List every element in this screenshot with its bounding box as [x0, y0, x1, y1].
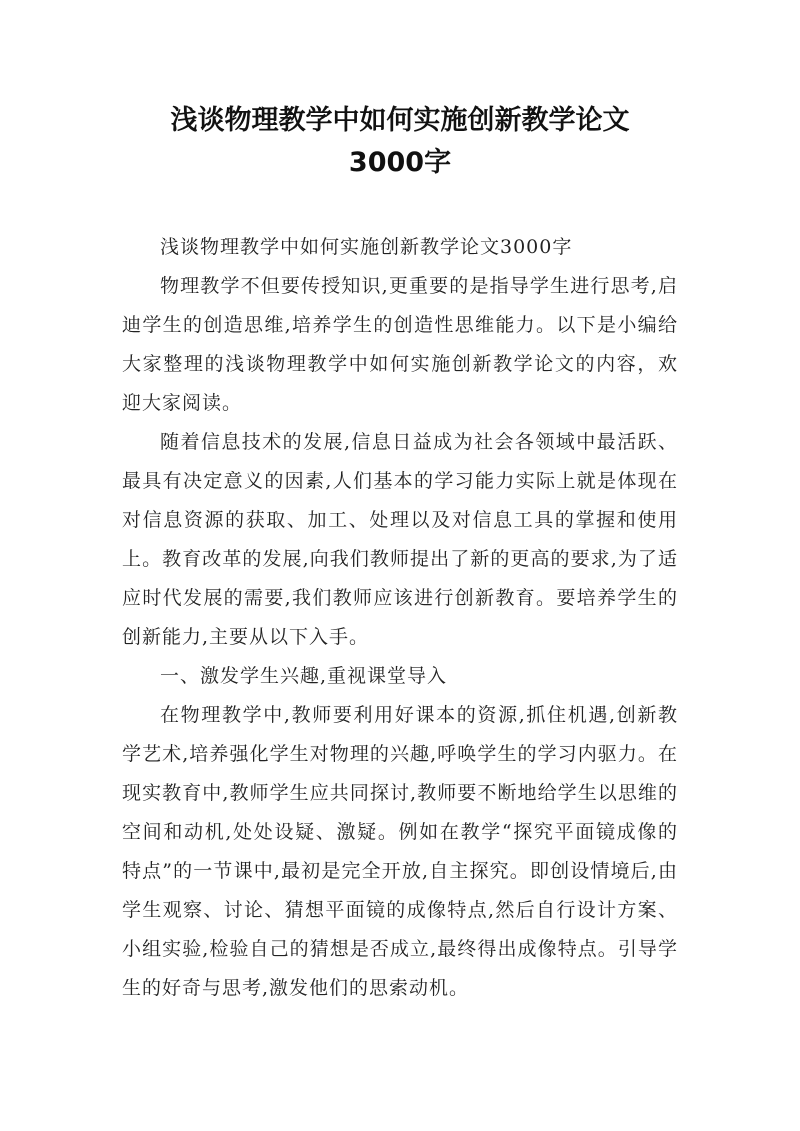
paragraph-intro: 物理教学不但要传授知识,更重要的是指导学生进行思考,启迪学生的创造思维,培养学生的创造性思维能力。以下是小编给大家整理的浅谈物理教学中如何实施创新教学论文的内容，欢迎大家阅读。 — [122, 275, 678, 414]
paragraph-section-1: 在物理教学中,教师要利用好课本的资源,抓住机遇,创新教学艺术,培养强化学生对物理的兴趣,呼唤学生的学习内驱力。在现实教育中,教师学生应共同探讨,教师要不断地给学生以思维的空间和动机,处处设疑、激疑。例如在教学“探究平面镜成像的特点”的一节课中,最初是完全开放,自主探究。即创设情境后,由学生观察、讨论、猜想平面镜的成像特点,然后自行设计方案、小组实验,检验自己的猜想是否成立,最终得出成像特点。引导学生的好奇与思考,激发他们的思索动机。 — [122, 704, 678, 999]
title-line-2: 3000字 — [348, 147, 452, 178]
section-heading-1: 一、激发学生兴趣,重视课堂导入 — [160, 665, 448, 687]
document-body — [122, 228, 678, 1008]
paragraph-subtitle: 浅谈物理教学中如何实施创新教学论文3000字 — [160, 236, 573, 258]
paragraph-background: 随着信息技术的发展,信息日益成为社会各领域中最活跃、最具有决定意义的因素,人们基本的学习能力实际上就是体现在对信息资源的获取、加工、处理以及对信息工具的掌握和使用上。教育改革的发展,向我们教师提出了新的更高的要求,为了适应时代发展的需要,我们教师应该进行创新教育。要培养学生的创新能力,主要从以下入手。 — [122, 431, 678, 648]
document-title — [100, 100, 700, 184]
title-line-1: 浅谈物理教学中如何实施创新教学论文 — [170, 105, 630, 136]
